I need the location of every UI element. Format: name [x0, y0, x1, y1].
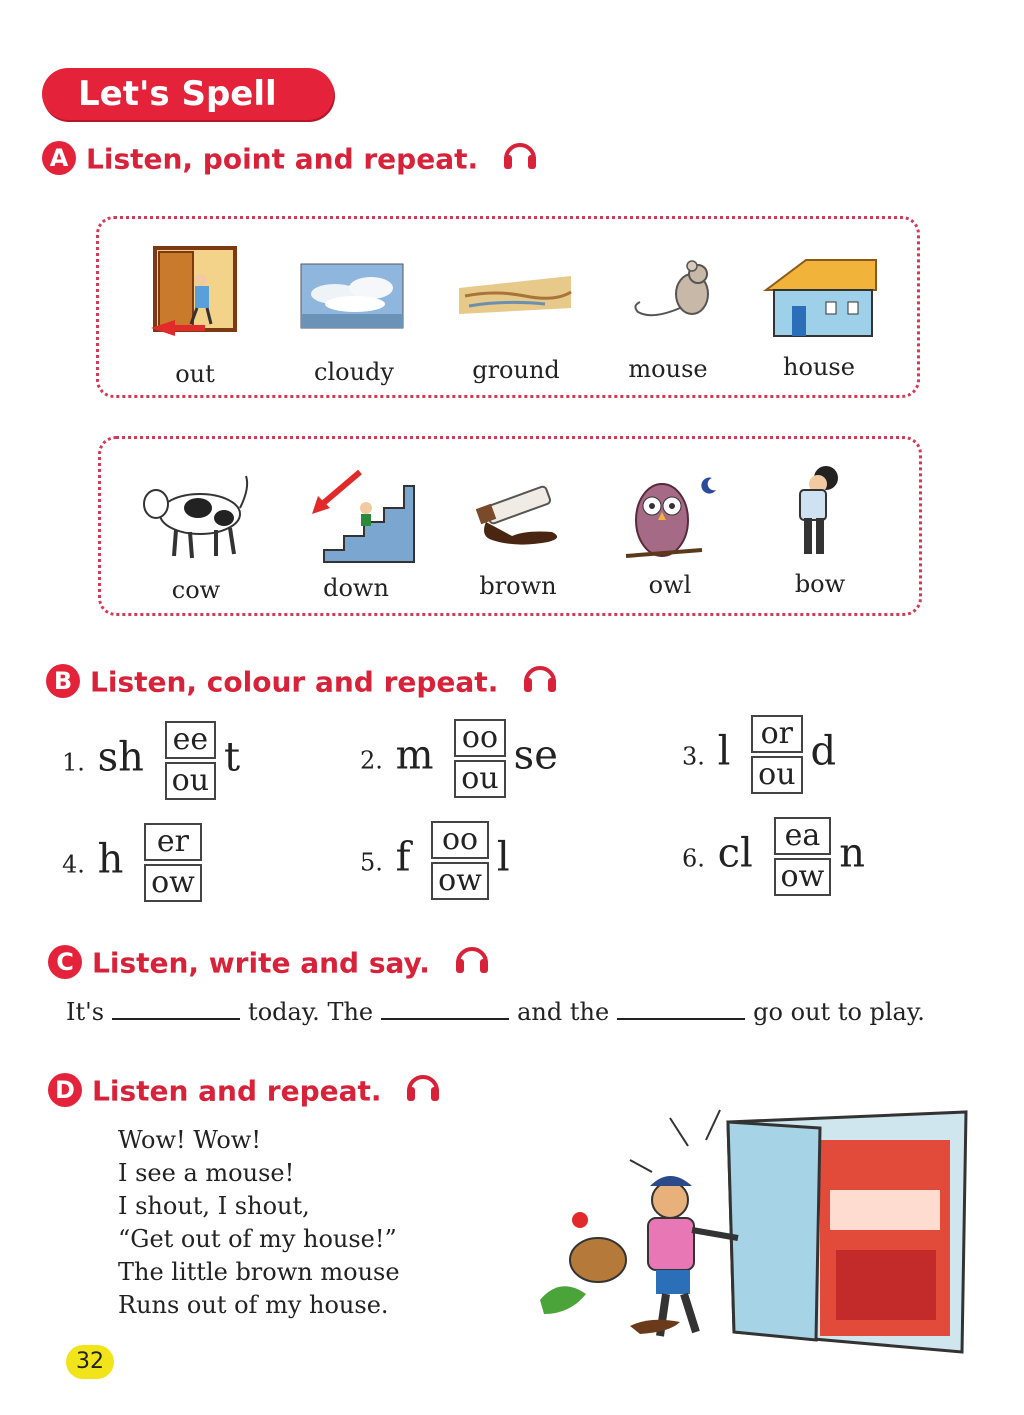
option-stack — [165, 718, 216, 803]
poem-line: Runs out of my house. — [118, 1291, 389, 1319]
section-c-instruction: Listen, write and say. — [92, 946, 430, 980]
option-top[interactable]: or — [751, 715, 802, 753]
word-cloudy: cloudy — [314, 358, 394, 386]
option-top[interactable]: ee — [165, 721, 216, 759]
item-suffix: l — [496, 834, 510, 881]
word-owl: owl — [648, 571, 692, 599]
cow-illustration — [136, 468, 256, 568]
option-bottom[interactable]: ou — [165, 762, 216, 800]
option-top[interactable]: er — [144, 823, 202, 861]
word-house: house — [783, 353, 855, 381]
option-bottom[interactable]: ow — [144, 864, 202, 902]
section-a-instruction: Listen, point and repeat. — [86, 142, 479, 176]
poem-line: The little brown mouse — [118, 1258, 400, 1286]
word-ground: ground — [472, 356, 560, 384]
option-top[interactable]: oo — [431, 821, 489, 859]
door-exit-illustration — [135, 240, 255, 340]
section-c-badge: C — [48, 945, 82, 979]
section-d-heading — [48, 1072, 443, 1113]
poem-line: I see a mouse! — [118, 1159, 295, 1187]
blank-input-1[interactable] — [112, 998, 240, 1020]
item-number: 3. — [682, 742, 705, 771]
item-suffix: se — [513, 732, 558, 779]
item-number: 1. — [62, 748, 85, 777]
item-suffix: t — [224, 734, 241, 781]
option-top[interactable]: oo — [454, 719, 505, 757]
option-stack — [144, 820, 202, 905]
option-bottom[interactable]: ou — [751, 756, 802, 794]
word-brown: brown — [479, 572, 557, 600]
option-stack — [751, 712, 802, 797]
blank-input-2[interactable] — [381, 998, 509, 1020]
ground-illustration — [455, 262, 575, 332]
word-bow: bow — [794, 570, 846, 598]
option-bottom[interactable]: ou — [454, 760, 505, 798]
headphones-icon[interactable] — [452, 941, 492, 982]
owl-illustration — [616, 470, 736, 570]
item-prefix: m — [395, 732, 434, 779]
item-number: 4. — [62, 850, 85, 879]
item-number: 5. — [360, 848, 383, 877]
spelling-item-2 — [360, 716, 558, 801]
option-stack — [431, 818, 489, 903]
option-stack — [774, 814, 832, 899]
section-d-instruction: Listen and repeat. — [92, 1074, 382, 1108]
item-prefix: sh — [97, 734, 144, 781]
poem-line: I shout, I shout, — [118, 1192, 310, 1220]
section-a-badge: A — [42, 141, 76, 175]
option-bottom[interactable]: ow — [431, 862, 489, 900]
option-bottom[interactable]: ow — [774, 858, 832, 896]
section-d-badge: D — [48, 1073, 82, 1107]
page-number: 32 — [66, 1345, 114, 1379]
chant-poem — [118, 1124, 400, 1322]
section-a-heading — [42, 140, 540, 181]
poem-line: “Get out of my house!” — [118, 1225, 397, 1253]
word-mouse: mouse — [628, 355, 708, 383]
bowing-boy-illustration — [760, 460, 880, 560]
item-prefix: cl — [717, 830, 753, 877]
sentence-part-3: and the — [517, 998, 610, 1026]
spelling-item-6 — [682, 814, 865, 899]
item-prefix: l — [717, 728, 731, 775]
item-suffix: d — [810, 728, 837, 775]
brown-paint-illustration — [456, 476, 576, 566]
item-suffix: n — [839, 830, 866, 877]
spelling-item-4 — [62, 820, 210, 905]
sentence-part-1: It's — [66, 998, 105, 1026]
headphones-icon[interactable] — [403, 1069, 443, 1110]
mouse-illustration — [622, 258, 742, 338]
blank-input-3[interactable] — [617, 998, 745, 1020]
spelling-item-5 — [360, 818, 510, 903]
fill-in-sentence — [66, 998, 925, 1026]
sentence-part-2: today. The — [248, 998, 374, 1026]
page-title: Let's Spell — [42, 68, 334, 120]
section-c-heading — [48, 944, 492, 985]
word-down: down — [323, 574, 389, 602]
section-b-badge: B — [46, 664, 80, 698]
spelling-item-1 — [62, 718, 240, 803]
spelling-item-3 — [682, 712, 836, 797]
cloudy-sky-illustration — [295, 258, 415, 338]
sentence-part-4: go out to play. — [753, 998, 925, 1026]
item-prefix: f — [395, 834, 411, 881]
item-prefix: h — [97, 836, 124, 883]
poem-line: Wow! Wow! — [118, 1126, 261, 1154]
word-cow: cow — [171, 576, 221, 604]
option-top[interactable]: ea — [774, 817, 832, 855]
down-stairs-illustration — [304, 466, 424, 566]
headphones-icon[interactable] — [500, 137, 540, 178]
section-b-instruction: Listen, colour and repeat. — [90, 665, 499, 699]
section-b-heading — [46, 663, 560, 704]
item-number: 6. — [682, 844, 705, 873]
headphones-icon[interactable] — [520, 660, 560, 701]
option-stack — [454, 716, 505, 801]
word-out: out — [175, 360, 215, 388]
house-illustration — [760, 256, 880, 340]
item-number: 2. — [360, 746, 383, 775]
girl-running-from-house-illustration — [520, 1100, 970, 1370]
